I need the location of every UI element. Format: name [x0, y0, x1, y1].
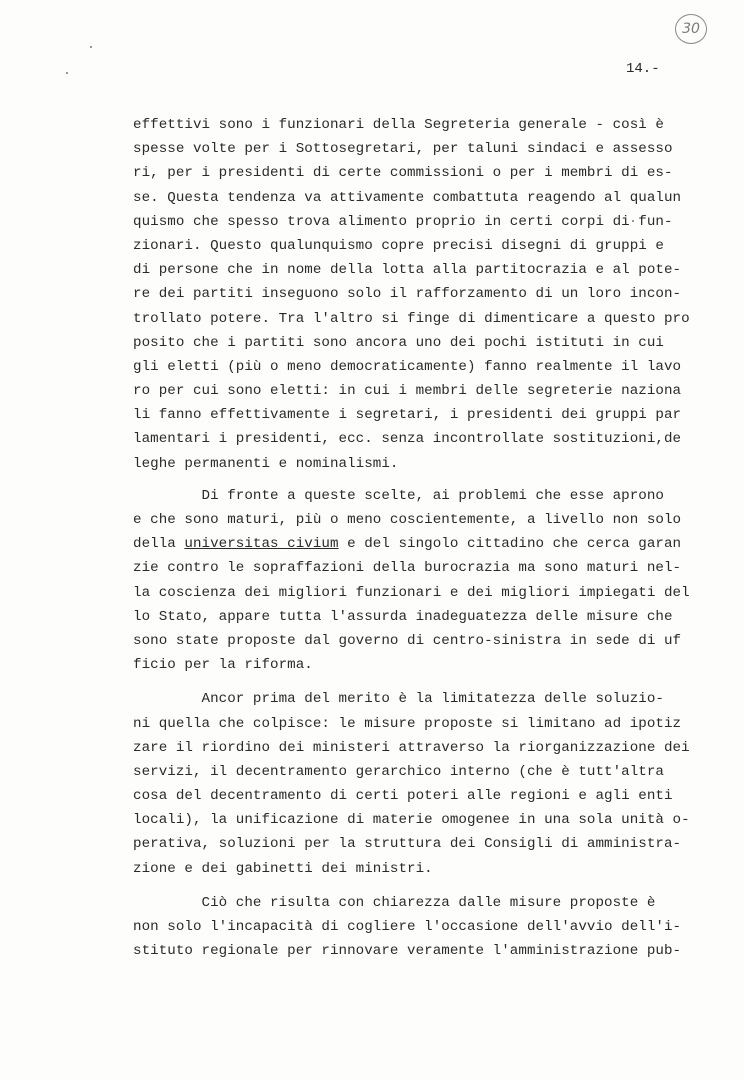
scan-speck: [66, 72, 68, 74]
paragraph-3: [133, 687, 733, 881]
text-line: ro per cui sono eletti: in cui i membri delle segreterie naziona: [133, 383, 682, 400]
text-line: sono state proposte dal governo di centro-sinistra in sede di uf: [133, 632, 682, 649]
text-line: non solo l'incapacità di cogliere l'occasione dell'avvio dell'i-: [133, 919, 682, 935]
text-line: perativa, soluzioni per la struttura dei Consigli di amministra-: [133, 836, 682, 853]
text-line: Ancor prima del merito è la limitatezza delle soluzio-: [133, 691, 664, 708]
text-line: stituto regionale per rinnovare veramente l'amministrazione pub-: [133, 943, 682, 960]
text-line: Ciò che risulta con chiarezza dalle misure proposte è: [133, 894, 656, 911]
text-line: ficio per la riforma.: [133, 657, 313, 674]
text-segment: della: [133, 536, 185, 553]
text-line: posito che i partiti sono ancora uno dei pochi istituti in cui: [133, 334, 664, 351]
text-line: gli eletti (più o meno democraticamente) fanno realmente il lavo: [133, 358, 682, 375]
text-line: quismo che spesso trova alimento proprio in certi corpi di fun-: [133, 213, 673, 230]
text-line: se. Questa tendenza va attivamente combattuta reagendo al qualun: [133, 189, 682, 206]
text-line: li fanno effettivamente i segretari, i presidenti dei gruppi par: [133, 407, 682, 424]
text-line: di persone che in nome della lotta alla partitocrazia e al pote-: [133, 262, 682, 279]
text-line: leghe permanenti e nominalismi.: [133, 455, 399, 472]
text-line: cosa del decentramento di certi poteri alle regioni e agli enti: [133, 788, 673, 805]
text-line: locali), la unificazione di materie omogenee in una sola unità o-: [133, 812, 690, 829]
text-line: trollato potere. Tra l'altro si finge di dimenticare a questo pro: [133, 310, 690, 327]
text-line: lo Stato, appare tutta l'assurda inadeguatezza delle misure che: [133, 608, 673, 625]
paragraph-2: [133, 484, 733, 678]
underlined-term: universitas civium: [184, 536, 339, 553]
text-line: zie contro le sopraffazioni della burocrazia ma sono maturi nel-: [133, 560, 682, 577]
text-line: zione e dei gabinetti dei ministri.: [133, 860, 433, 877]
text-line: zionari. Questo qualunquismo copre precisi disegni di gruppi e: [133, 237, 664, 254]
body-text: [133, 113, 733, 963]
scan-speck: [90, 46, 92, 48]
text-line: e che sono maturi, più o meno coscientemente, a livello non solo: [133, 512, 682, 528]
page-stamp: 30: [675, 14, 707, 44]
text-line: effettivi sono i funzionari della Segreteria generale - così è: [133, 117, 664, 133]
page-number: 14.-: [626, 61, 660, 77]
paragraph-4: [133, 891, 733, 964]
paragraph-1: [133, 113, 733, 476]
text-line: la coscienza dei migliori funzionari e dei migliori impiegati del: [133, 584, 690, 601]
text-line: Di fronte a queste scelte, ai problemi che esse aprono: [133, 487, 664, 504]
text-line: spesse volte per i Sottosegretari, per taluni sindaci e assesso: [133, 141, 673, 158]
text-line: ri, per i presidenti di certe commissioni o per i membri di es-: [133, 165, 673, 182]
text-line-with-term: [133, 532, 733, 556]
text-line: ni quella che colpisce: le misure proposte si limitano ad ipotiz: [133, 715, 682, 732]
text-line: servizi, il decentramento gerarchico interno (che è tutt'altra: [133, 763, 664, 780]
text-line: zare il riordino dei ministeri attraverso la riorganizzazione dei: [133, 739, 690, 756]
text-segment: e del singolo cittadino che cerca garan: [338, 536, 682, 553]
text-line: re dei partiti inseguono solo il rafforzamento di un loro incon-: [133, 286, 682, 303]
text-line: lamentari i presidenti, ecc. senza incontrollate sostituzioni,de: [133, 431, 682, 448]
